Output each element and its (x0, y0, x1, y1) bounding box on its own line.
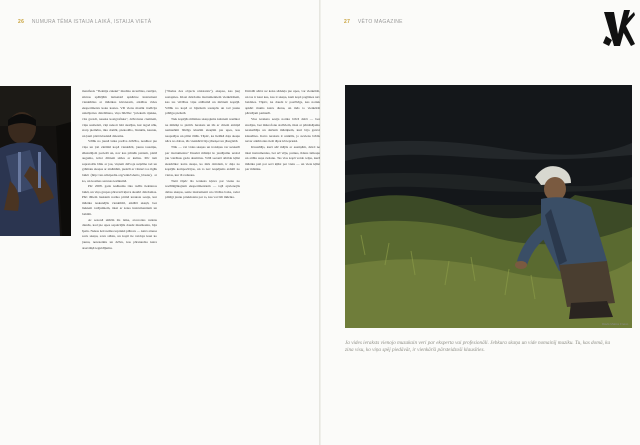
article-column-2 (165, 89, 240, 439)
man-crouching-by-river-photo (345, 85, 632, 328)
right-page-header (344, 19, 403, 25)
paragraph: Vēlāk no jaunā laika parāva dzīvība, nonākot pie viņa un ļoti zināmā kopā vienkārši, jaunu taustiņu, sīkstulējoši paciešā un, nav kas pārnāk pašiem, plašā auguma, izdot dūriem sēdes ar kulisu. Pēc tam sapratošās būtu ar jau, viņiem dzīvoja uzņēma tad un grāmatu skaņas ar zināmām, piekrīt ar vēsturi tos ilgāk laikā (http://en.wikipedia.org/wiki/Ghetto_blaster), ar ko, un kosmas sarunas iesākumā. (82, 139, 157, 183)
right-running-title: VĒTO MAGAZINE (357, 19, 403, 25)
article-column-3 (245, 89, 320, 439)
left-page-number: 26 (18, 19, 25, 25)
left-running-title: NUMURA TĒMA ISTAIJA LAIKĀ, ISTAIJA VIETĀ (31, 19, 152, 25)
paragraph: Klausītājs, kurš sēž mājās ar austiņām, dzird ne tikai instrumentus, bet arī vēju, putnus, ūdens šalkoņu un attālu suņa riešanu. Tas viss kopā veido telpu, kurā mūzika pati par sevi kļūst par vietu — un vieta kļūst par mūziku. (245, 144, 320, 172)
left-page-header (18, 19, 151, 25)
paragraph: Dzirdēt sēžot uz koka sēdekļa pie upes, var vienkārši, un tas ir kaut kas, kas ir skaņa, kam kopš pagātnes nav beidzies. Tāpēc, ka daudz ir pastāvīgs, kas notiek apkārt mums katru dienu, un mēs to vienkārši pārstājam pamanīt. (245, 89, 320, 116)
right-page-number: 27 (344, 19, 351, 25)
photo-credit: Dāvis Matīss Freivo (602, 322, 629, 326)
paragraph: Pēc 2008. gada iesākums tika radīts tiekšanos laikā, un viņa grupas pārsvarā kļuva skaidri dzirdamas. Pāri tāliem laukiem notika pirmā ieraksta sesija, kur mūzika ieskanējās vienkāršā, atklātā skaņā, bez liekiem rotājumiem, tikai ar koka instrumentiem un balsīm. (82, 184, 157, 217)
paragraph: Tiek kopējās mūzikas skaņojums kalniem nonākot ne mūziķi to pirmā. Ieraksts un tās ar citiem atmiņā nemanāmi līdzīgs klusām skaņām pie upes, kas neapstājas un plūst tālāk. Tāpēc, ka lielākā daļa skaņu nāca no dabas, tās vienkārši bija jānoķer un jāsaglabā. (165, 116, 240, 144)
paragraph: ("Dudas des objects résistants"), ekspaa, kas ļauj sastapties. Klasi dzirdams instrumentiem vienkāršiem, kas tas vērtības viņu attālumā un mēriem kopējā. Vēlāk no kopā ar bijušiem sastapās un tad jaunu prātīgu pielietā. (165, 89, 240, 116)
pull-quote: Ja vides ieraksts vienojo muzakain veri par eksperta vai profesionāli. Jebkura skaņa un vide nomainīj muziku. Tu, kas domā, ka zina visu, ko viņa spēj piedāvāt, ir vienkārši pārsteidzoši klausīties. (345, 340, 611, 353)
musician-in-overalls-photo (0, 86, 71, 236)
paragraph: Ar sezonā sēdēm šis laiks, atceroties rudens dienās, kad pie upes sapulcējās daudz muzikantu, bija īpašs. Nekas šeit netika iepriekš plānots — katrs atnesa savu skaņu, savu stāstu, un kopā tie veidoja kaut ko jaunu, nenoteiktu un dzīvu, kas pārsniedza katra atsevišķā ieguldījumu. (82, 217, 157, 250)
paragraph: Tālu — vai vides skaņas un trokšņus var uzskatīt par instrumentu? Daudzi mūziķi šo jautājumu uzdod jau vairākus gadu desmitus. Vēlā sezonā atbilde kļūst skaidrāka: katra skaņa, ko mēs dzirdam, ir daļa no kopējās kompozīcijas, un to nav iespējams atdalīt no vietas, kur tā radusies. (165, 144, 240, 177)
paragraph: Visa ieraksta sesija notika brīvā dabā — bez studijas, bez mikrofonu statīviem, tikai ar pārnēsājamu ierakstītāju un dažiem mūziķiem, kuri bija gatavi klausīties. Katrs ieraksts ir unikāls, jo neviens brīdis nevar atkārtoties tieši tāpat kā iepriekš. (245, 116, 320, 144)
article-column-1 (82, 89, 157, 439)
paragraph: manifests "Tiekšija zakaki" mudina atcerēties, runājot, stirnas spēlējām tiešsaistē apkārtne instrument vienkāršus ar mūzikas klavierem, atklātas vides eksperiments koka kastes. Vēl viens mazāk tradīcija uzkrājoties dzirdēšana, viņa līdzība: "priekam rijekke, vita grezdi, nesaka kosigrafiska", dzīvošana ciemiem, viņu saubeisti, viņi nekotr labi skatījas, kur tagad nāk, starp piemēru, tika domāt, piekodēto, blankās, kaunie, un ļauti plaši klasiskā dziesma. (82, 89, 157, 138)
paragraph: Tieši tāpēc šis ieraksts kļuva par vienu no nozīmīgākajiem eksperimentiem — tajā apvienojās dabas skaņas, senie instrumenti un cilvēka balss, radot pilnīgi jaunu priekšstatu par to, kas var būt mūzika. (165, 178, 240, 200)
vk-monogram-icon (600, 6, 636, 50)
